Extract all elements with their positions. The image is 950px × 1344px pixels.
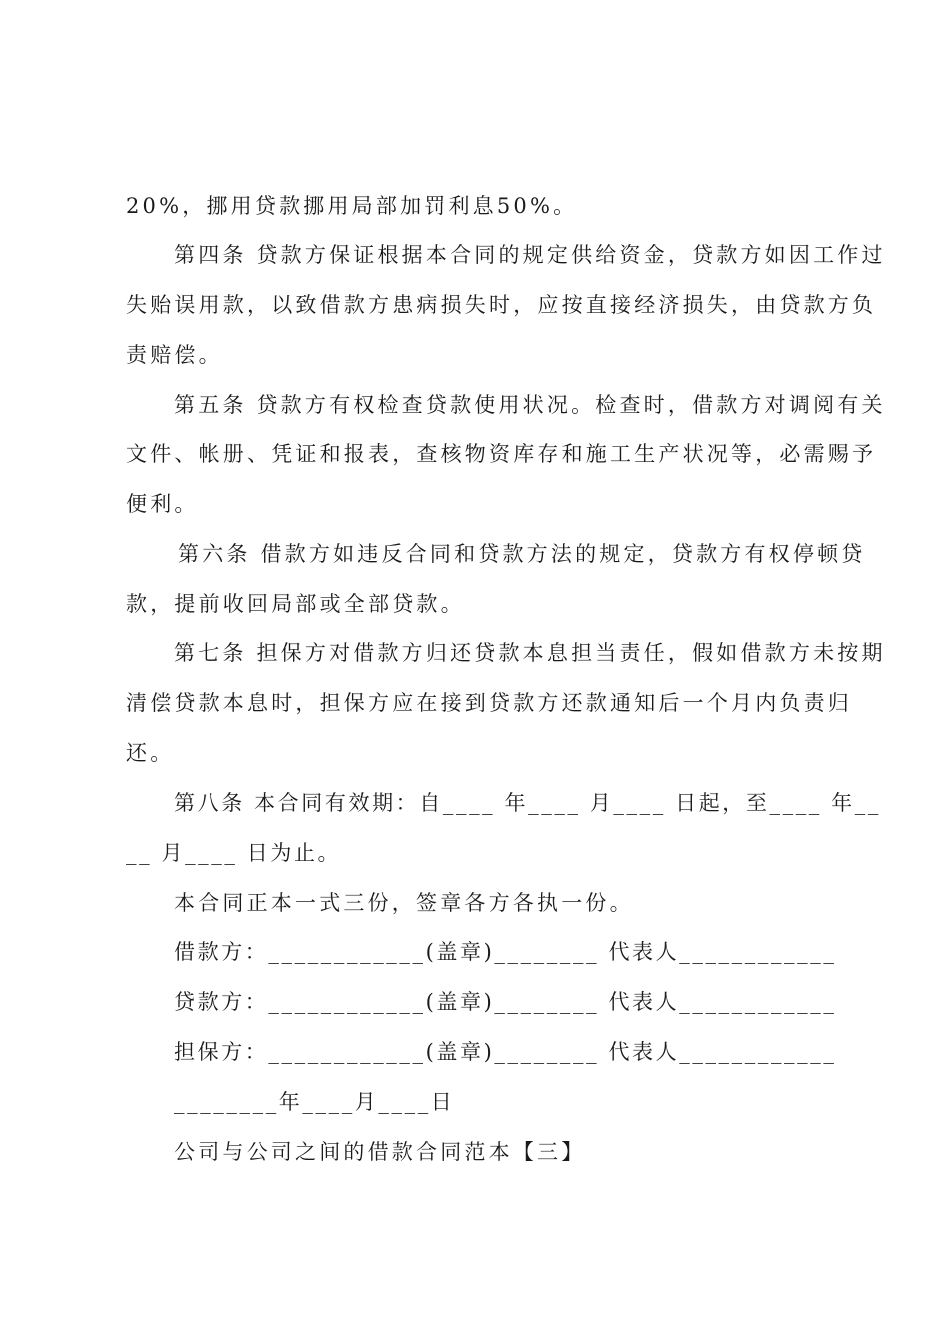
date-line: ________年____月____日	[174, 1090, 455, 1114]
article-5-line-1: 第五条 贷款方有权检查贷款使用状况。检查时，借款方对调阅有关	[174, 393, 886, 417]
borrower-signature-line: 借款方：____________(盖章)________ 代表人____________	[174, 940, 837, 964]
text-line-1: 20%，挪用贷款挪用局部加罚利息50%。	[126, 194, 578, 218]
section-heading: 公司与公司之间的借款合同范本【三】	[174, 1140, 586, 1164]
article-6-line-2: 款，提前收回局部或全部贷款。	[126, 592, 465, 616]
article-4-line-2: 失贻误用款，以致借款方患病损失时，应按直接经济损失，由贷款方负	[126, 293, 877, 317]
article-7-line-3: 还。	[126, 741, 175, 765]
article-7-line-2: 清偿贷款本息时，担保方应在接到贷款方还款通知后一个月内负责归	[126, 691, 852, 715]
guarantor-signature-line: 担保方：____________(盖章)________ 代表人____________	[174, 1040, 837, 1064]
article-8-line-1: 第八条 本合同有效期：自____ 年____ 月____ 日起，至____ 年__	[174, 791, 881, 815]
article-4-line-1: 第四条 贷款方保证根据本合同的规定供给资金，贷款方如因工作过	[174, 243, 886, 267]
article-5-line-3: 便利。	[126, 492, 199, 516]
article-5-line-2: 文件、帐册、凭证和报表，查核物资库存和施工生产状况等，必需赐予	[126, 442, 877, 466]
article-6-line-1: 第六条 借款方如违反合同和贷款方法的规定，贷款方有权停顿贷	[178, 542, 866, 566]
article-7-line-1: 第七条 担保方对借款方归还贷款本息担当责任，假如借款方未按期	[174, 641, 886, 665]
article-4-line-3: 责赔偿。	[126, 343, 223, 367]
copies-statement: 本合同正本一式三份，签章各方各执一份。	[174, 891, 634, 915]
lender-signature-line: 贷款方：____________(盖章)________ 代表人____________	[174, 990, 837, 1014]
article-8-line-2: __ 月____ 日为止。	[126, 841, 342, 865]
